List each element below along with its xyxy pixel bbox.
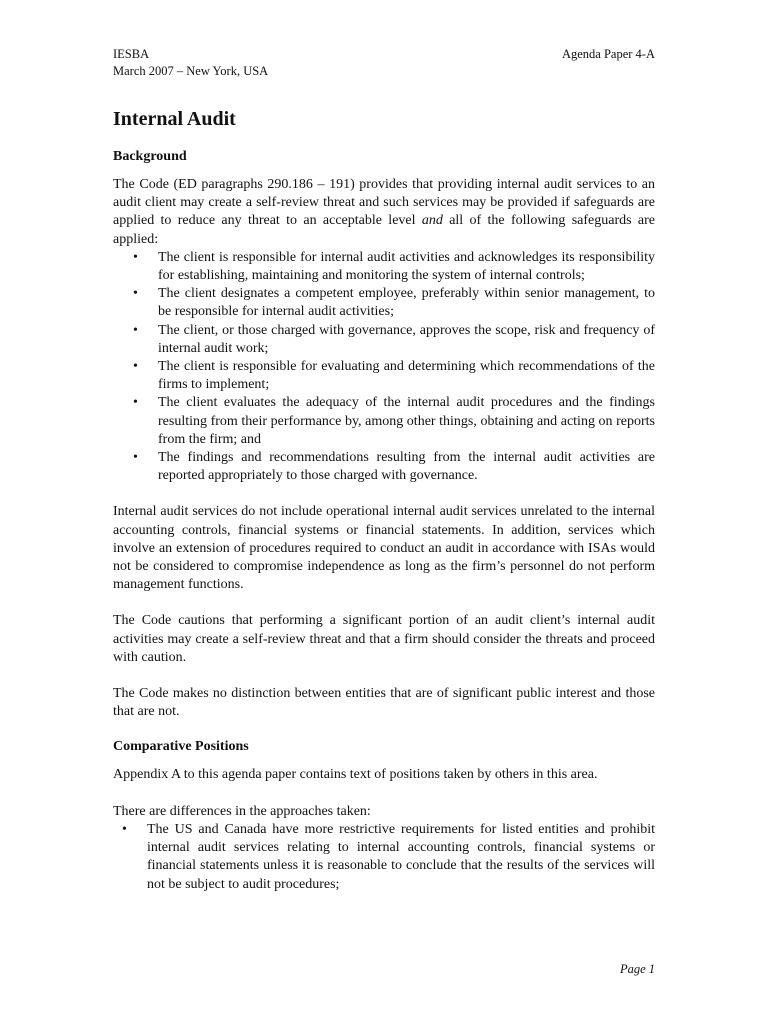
page-number: Page 1 xyxy=(619,962,655,976)
intro-emphasis: and xyxy=(421,213,443,229)
document-title: Internal Audit xyxy=(113,108,236,130)
comparative-paragraph-1: Appendix A to this agenda paper contains text of positions taken by others in this area. xyxy=(113,767,598,783)
intro-text-1: The Code (ED paragraphs 290.186 – 191) provides that providing internal audit services to an audit client may create a self-review threat and such services may be provided if safeguards are applied to reduce any threat to an acceptable level xyxy=(113,177,655,229)
list-item: • The client, or those charged with governance, approves the scope, risk and frequency of internal audit work; xyxy=(133,322,655,356)
list-item: • The client designates a competent employee, preferably within senior management, to be responsible for internal audit activities; xyxy=(133,286,655,320)
document-body xyxy=(113,107,655,894)
header-meeting: March 2007 – New York, USA xyxy=(113,64,269,78)
bullet-icon: • xyxy=(133,395,138,411)
header-org: IESBA xyxy=(113,47,150,61)
list-item: • The client evaluates the adequacy of the internal audit procedures and the findings resulting from their performance by, among other things, obtaining and acting on reports from the firm; and xyxy=(133,395,655,447)
differences-list xyxy=(113,821,655,894)
bullet-icon: • xyxy=(133,322,138,338)
bullet-icon: • xyxy=(133,286,138,302)
header-left xyxy=(113,46,268,80)
bullet-icon: • xyxy=(133,450,138,466)
list-item: • The client is responsible for internal audit activities and acknowledges its responsibility for establishing, maintaining and monitoring the system of internal controls; xyxy=(133,249,655,284)
background-intro xyxy=(113,176,655,249)
background-paragraph-2: Internal audit services do not include operational internal audit services unrelated to the internal accounting controls, financial systems or financial statements. In addition, services which involve an extension of procedures required to conduct an audit in accordance with ISAs would not be considered to compromise independence as long as the firm’s personnel do not perform management functions. xyxy=(113,504,655,593)
comparative-paragraph-2: There are differences in the approaches taken: xyxy=(113,803,371,819)
list-item: • The findings and recommendations resulting from the internal audit activities are reported appropriately to those charged with governance. xyxy=(133,450,655,484)
bullet-icon: • xyxy=(133,249,138,265)
header-agenda-paper: Agenda Paper 4-A xyxy=(561,47,655,61)
bullet-icon: • xyxy=(122,821,127,837)
bullet-icon: • xyxy=(133,359,138,375)
list-item: • The US and Canada have more restrictive requirements for listed entities and prohibit internal audit services relating to internal accounting controls, financial systems or financial statements unless it is reasonable to conclude that the results of the services will not be subject to audit procedures; xyxy=(122,821,655,892)
intro-text-2: all of the following safeguards are applied: xyxy=(113,213,656,247)
safeguards-list xyxy=(113,249,655,486)
background-paragraph-3: The Code cautions that performing a significant portion of an audit client’s internal audit activities may create a self-review threat and that a firm should consider the threats and proceed with caution. xyxy=(113,613,655,665)
list-item: • The client is responsible for evaluating and determining which recommendations of the firms to implement; xyxy=(133,359,655,393)
section-heading-background: Background xyxy=(113,149,187,164)
section-heading-comparative: Comparative Positions xyxy=(113,739,249,755)
background-paragraph-4: The Code makes no distinction between entities that are of significant public interest and those that are not. xyxy=(113,686,655,720)
